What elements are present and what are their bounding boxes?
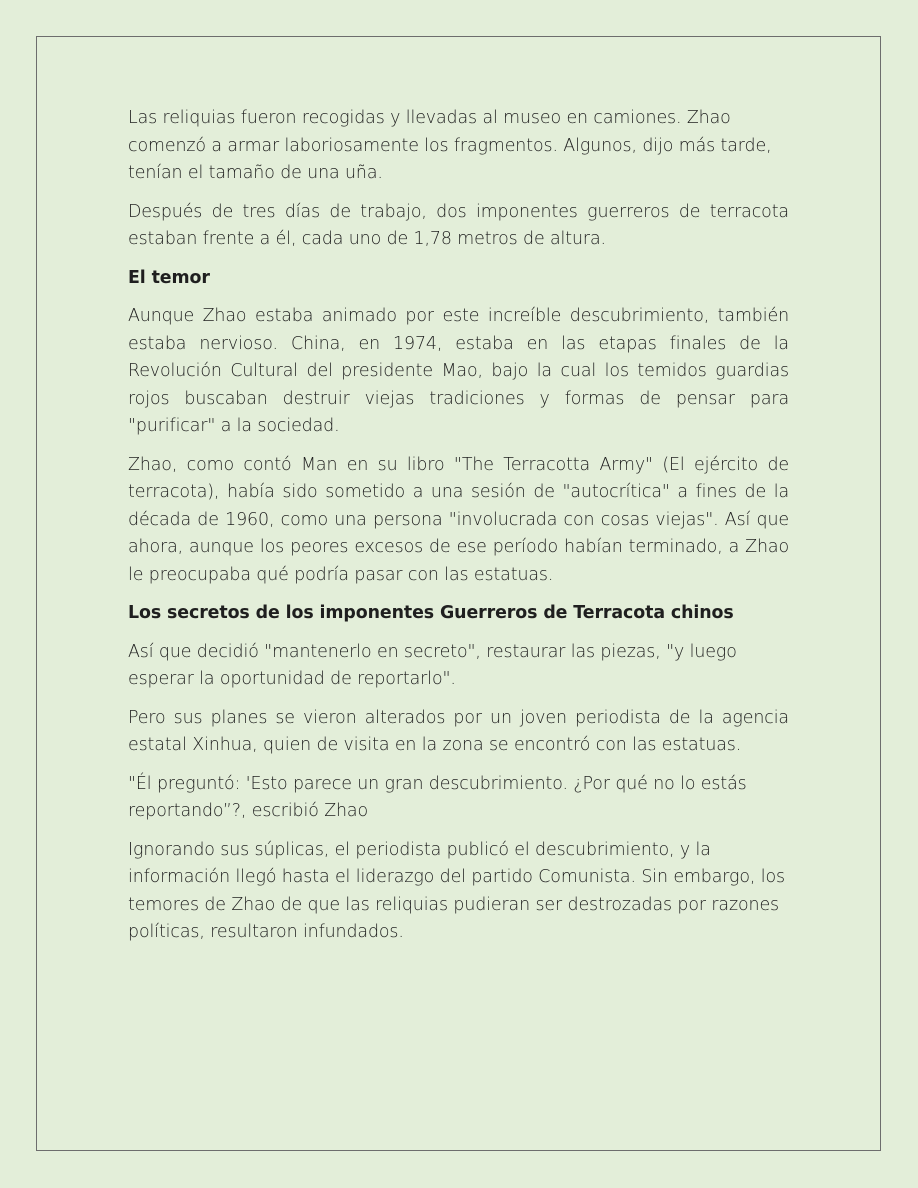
paragraph-1: Las reliquias fueron recogidas y llevadas al museo en camiones. Zhao comenzó a armar laboriosamente los fragmentos. Algunos, dijo más tarde, tenían el tamaño de una uña. [128, 108, 772, 183]
paragraph-8: Ignorando sus súplicas, el periodista publicó el descubrimiento, y la información llegó hasta el liderazgo del partido Comunista. Sin embargo, los temores de Zhao de que las reliquias pudieran ser destrozadas por razones políticas, resultaron infundados. [128, 839, 786, 942]
paragraph-3: Aunque Zhao estaba animado por este increíble descubrimiento, también estaba nervioso. China, en 1974, estaba en las etapas finales de la Revolución Cultural del presidente Mao, bajo la cual los temidos guardias rojos buscaban destruir viejas tradiciones y formas de pensar para "purificar" a la sociedad. [128, 306, 789, 436]
document-body [128, 105, 789, 958]
paragraph-6: Pero sus planes se vieron alterados por un joven periodista de la agencia estatal Xinhua, quien de visita en la zona se encontró con las estatuas. [128, 707, 789, 755]
paragraph-7: "Él preguntó: 'Esto parece un gran descubrimiento. ¿Por qué no lo estás reportando”?, escribió Zhao [128, 773, 747, 821]
section-heading-fear: El temor [128, 267, 210, 288]
paragraph-5: Así que decidió "mantenerlo en secreto", restaurar las piezas, "y luego esperar la oportunidad de reportarlo". [128, 641, 737, 689]
paragraph-2: Después de tres días de trabajo, dos imponentes guerreros de terracota estaban frente a él, cada uno de 1,78 metros de altura. [128, 201, 789, 249]
section-heading-secrets: Los secretos de los imponentes Guerreros de Terracota chinos [128, 603, 734, 623]
paragraph-4: Zhao, como contó Man en su libro "The Terracotta Army" (El ejército de terracota), había sido sometido a una sesión de "autocrítica" a fines de la década de 1960, como una persona "involucrada con cosas viejas". Así que ahora, aunque los peores excesos de ese período habían terminado, a Zhao le preocupaba qué podría pasar con las estatuas. [128, 454, 789, 585]
